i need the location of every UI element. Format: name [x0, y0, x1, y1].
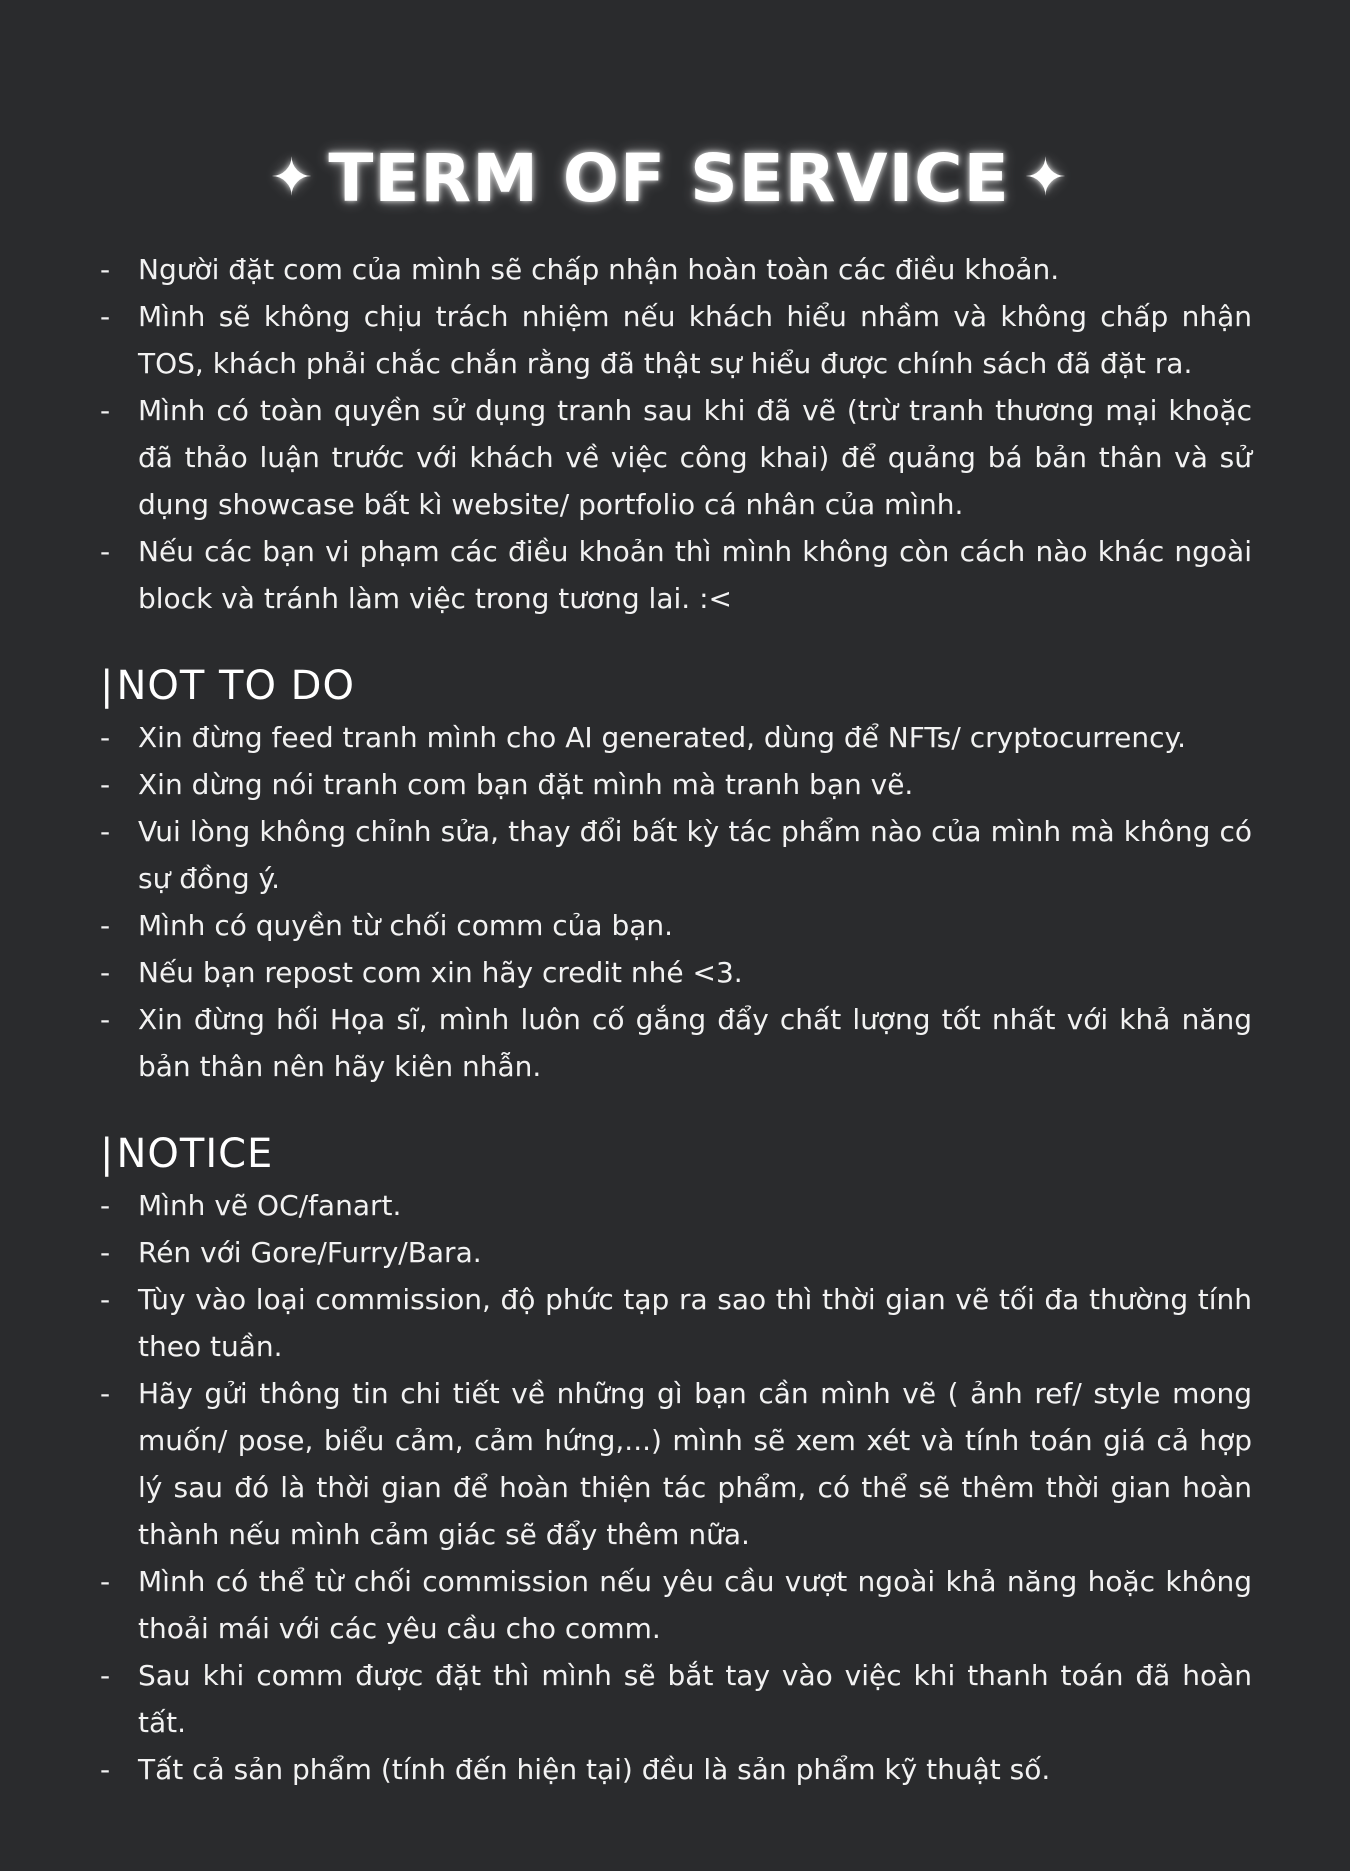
not-to-do-list	[100, 714, 1252, 1090]
list-item: - Xin dừng nói tranh com bạn đặt mình mà tranh bạn vẽ.	[100, 761, 1252, 808]
page-title	[256, 140, 1083, 217]
list-item: - Sau khi comm được đặt thì mình sẽ bắt tay vào việc khi thanh toán đã hoàn tất.	[100, 1652, 1252, 1746]
list-item: - Tất cả sản phẩm (tính đến hiện tại) đều là sản phẩm kỹ thuật số.	[100, 1746, 1252, 1793]
list-item: - Vui lòng không chỉnh sửa, thay đổi bất kỳ tác phẩm nào của mình mà không có sự đồng ý.	[100, 808, 1252, 902]
sparkle-icon-right: ✦	[1023, 148, 1069, 208]
list-marker: -	[100, 1189, 111, 1222]
heading-bar: |	[100, 1131, 115, 1177]
list-marker: -	[100, 300, 111, 333]
section-heading-not-to-do: |NOT TO DO	[100, 663, 355, 709]
heading-bar: |	[100, 663, 115, 709]
list-item: - Mình có toàn quyền sử dụng tranh sau khi đã vẽ (trừ tranh thương mại khoặc đã thảo luận trước với khách về việc công khai) để quảng bá bản thân và sử dụng showcase bất kì website/ portfolio cá nhân của mình.	[100, 387, 1252, 528]
list-marker: -	[100, 535, 111, 568]
notice-list	[100, 1182, 1252, 1793]
list-marker: -	[100, 721, 111, 754]
sparkle-icon-left: ✦	[269, 148, 315, 208]
list-item: - Nếu các bạn vi phạm các điều khoản thì mình không còn cách nào khác ngoài block và tránh làm việc trong tương lai. :<	[100, 528, 1252, 622]
list-marker: -	[100, 909, 111, 942]
list-marker: -	[100, 768, 111, 801]
list-item: - Mình có thể từ chối commission nếu yêu cầu vượt ngoài khả năng hoặc không thoải mái với các yêu cầu cho comm.	[100, 1558, 1252, 1652]
list-item: - Xin đừng feed tranh mình cho AI generated, dùng để NFTs/ cryptocurrency.	[100, 714, 1252, 761]
content	[100, 246, 1252, 1793]
list-item: - Mình sẽ không chịu trách nhiệm nếu khách hiểu nhầm và không chấp nhận TOS, khách phải chắc chắn rằng đã thật sự hiểu được chính sách đã đặt ra.	[100, 293, 1252, 387]
list-item: - Mình có quyền từ chối comm của bạn.	[100, 902, 1252, 949]
list-item: - Hãy gửi thông tin chi tiết về những gì bạn cần mình vẽ ( ảnh ref/ style mong muốn/ pose, biểu cảm, cảm hứng,...) mình sẽ xem xét và tính toán giá cả hợp lý sau đó là thời gian để hoàn thiện tác phẩm, có thể sẽ thêm thời gian hoàn thành nếu mình cảm giác sẽ đẩy thêm nữa.	[100, 1370, 1252, 1558]
section-heading-notice: |NOTICE	[100, 1131, 274, 1177]
list-item: - Tùy vào loại commission, độ phức tạp ra sao thì thời gian vẽ tối đa thường tính theo tuần.	[100, 1276, 1252, 1370]
list-item: - Xin đừng hối Họa sĩ, mình luôn cố gắng đẩy chất lượng tốt nhất với khả năng bản thân nên hãy kiên nhẫn.	[100, 996, 1252, 1090]
list-item: - Người đặt com của mình sẽ chấp nhận hoàn toàn các điều khoản.	[100, 246, 1252, 293]
list-marker: -	[100, 253, 111, 286]
list-marker: -	[100, 1659, 111, 1692]
page-title-text: TERM OF SERVICE	[328, 140, 1010, 217]
list-marker: -	[100, 815, 111, 848]
list-item: - Nếu bạn repost com xin hãy credit nhé <3.	[100, 949, 1252, 996]
list-marker: -	[100, 1753, 111, 1786]
terms-list	[100, 246, 1252, 622]
list-marker: -	[100, 1003, 111, 1036]
list-marker: -	[100, 1236, 111, 1269]
list-marker: -	[100, 956, 111, 989]
list-marker: -	[100, 394, 111, 427]
title-block	[0, 140, 1350, 217]
list-marker: -	[100, 1283, 111, 1316]
list-item: - Rén với Gore/Furry/Bara.	[100, 1229, 1252, 1276]
list-marker: -	[100, 1377, 111, 1410]
list-marker: -	[100, 1565, 111, 1598]
list-item: - Mình vẽ OC/fanart.	[100, 1182, 1252, 1229]
